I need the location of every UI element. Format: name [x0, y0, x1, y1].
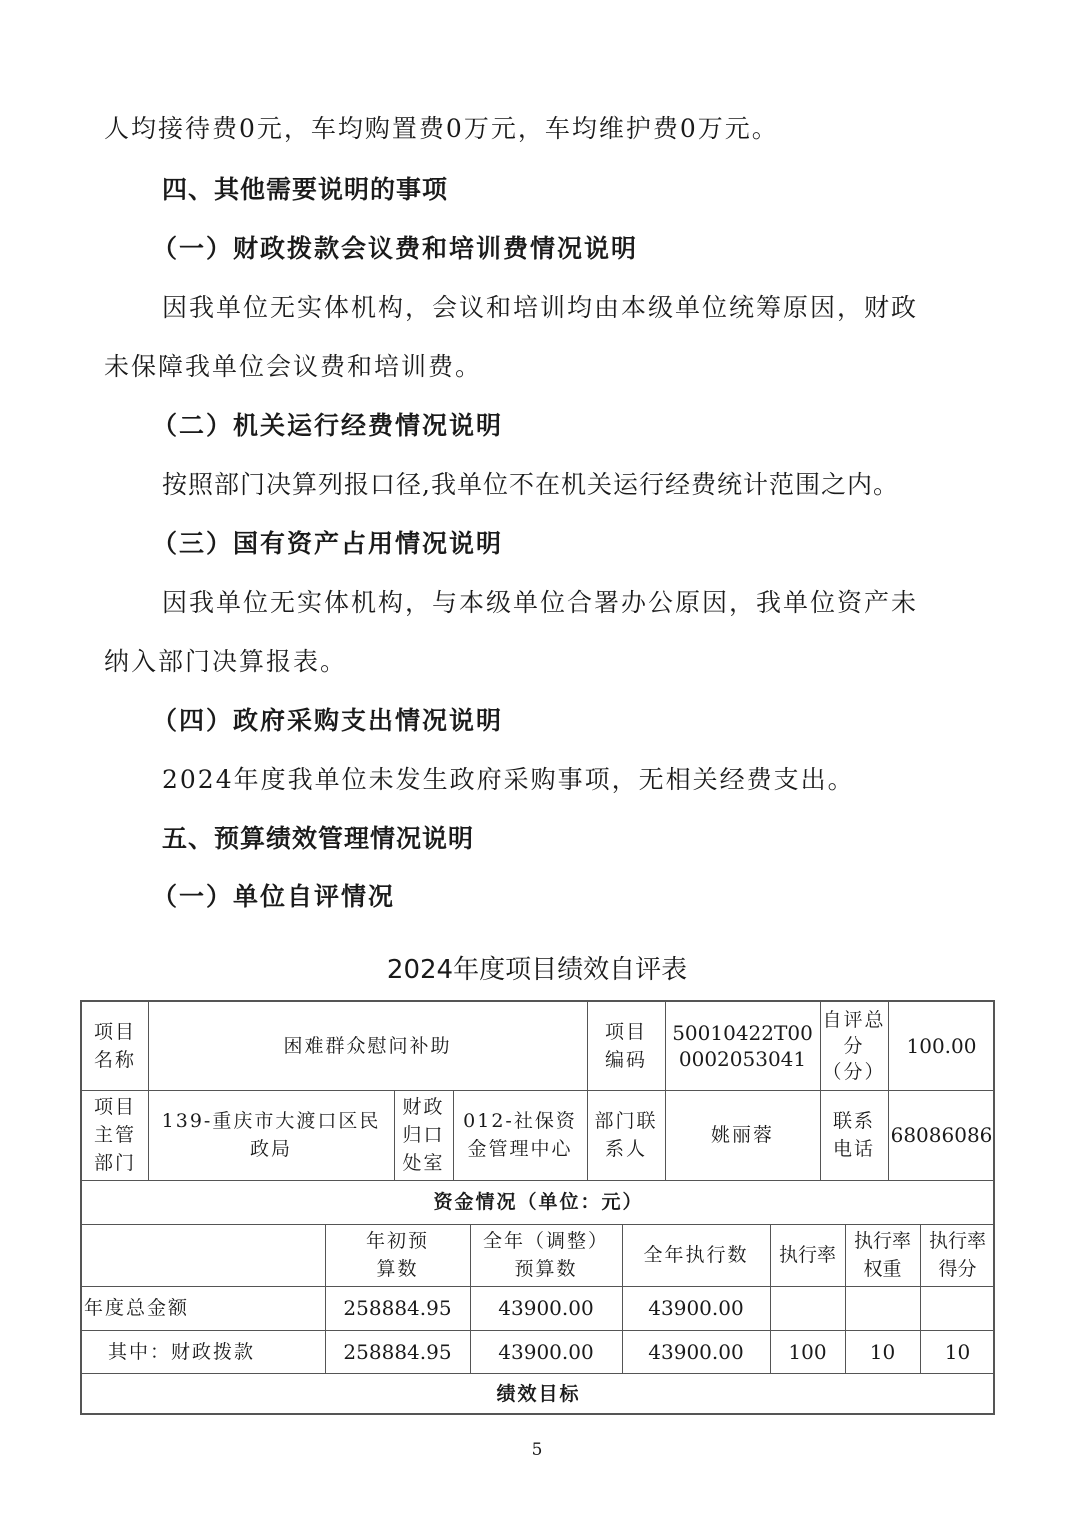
funds-col-header: 执行率权重: [853, 1230, 911, 1280]
paragraph-line: 人均接待费0元，车均购置费0万元，车均维护费0万元。: [104, 114, 779, 143]
funds-weight: 10: [869, 1339, 896, 1364]
page-number: 5: [531, 1440, 543, 1460]
funds-col-header: 全年执行数: [643, 1244, 749, 1266]
funds-weight: [845, 1286, 920, 1330]
subsection-heading: （四）政府采购支出情况说明: [152, 706, 504, 735]
funds-rate: [770, 1286, 845, 1330]
performance-table: [80, 1000, 995, 1415]
funds-row-label: 其中：财政拨款: [108, 1340, 256, 1363]
project-code-value: 50010422T000002053041: [672, 1021, 813, 1071]
funds-initial: 258884.95: [343, 1339, 452, 1364]
funds-executed: 43900.00: [648, 1339, 744, 1364]
funds-row-label: 年度总金额: [84, 1297, 190, 1319]
funds-heading: 资金情况（单位：元）: [433, 1191, 644, 1213]
finance-office-value: 012-社保资金管理中心: [463, 1110, 577, 1160]
phone-label: 联系电话: [832, 1110, 875, 1160]
section-heading: 四、其他需要说明的事项: [162, 175, 449, 204]
funds-adjusted: 43900.00: [498, 1296, 594, 1320]
funds-col-header: 年初预算数: [365, 1230, 429, 1280]
paragraph-line: 因我单位无实体机构，与本级单位合署办公原因，我单位资产未: [162, 588, 919, 617]
paragraph-line: 未保障我单位会议费和培训费。: [104, 352, 483, 381]
funds-score: 10: [944, 1339, 971, 1364]
subsection-heading: （一）财政拨款会议费和培训费情况说明: [152, 234, 639, 263]
phone-value: 68086086: [890, 1123, 993, 1147]
project-code-label: 项目编码: [604, 1021, 647, 1071]
dept-value: 139-重庆市大渡口区民政局: [161, 1110, 381, 1160]
paragraph-line: 因我单位无实体机构，会议和培训均由本级单位统筹原因，财政: [162, 293, 919, 322]
subsection-heading: （一）单位自评情况: [152, 882, 396, 911]
funds-col-header: 执行率: [778, 1244, 836, 1266]
section-heading: 五、预算绩效管理情况说明: [162, 824, 475, 853]
paragraph-line: 按照部门决算列报口径,我单位不在机关运行经费统计范围之内。: [162, 470, 899, 499]
funds-col-header: 全年（调整）预算数: [482, 1230, 609, 1280]
goals-heading: 绩效目标: [496, 1383, 581, 1405]
subsection-heading: （三）国有资产占用情况说明: [152, 529, 504, 558]
paragraph-line: 纳入部门决算报表。: [104, 647, 348, 676]
funds-col-header: [82, 1224, 325, 1286]
contact-label: 部门联系人: [594, 1110, 658, 1160]
score-value: 100.00: [906, 1034, 977, 1058]
paragraph-line: 2024年度我单位未发生政府采购事项，无相关经费支出。: [162, 765, 855, 794]
funds-score: [920, 1286, 995, 1330]
funds-col-header: 执行率得分: [928, 1230, 986, 1280]
subsection-heading: （二）机关运行经费情况说明: [152, 411, 504, 440]
project-name-value: 困难群众慰问补助: [283, 1035, 452, 1057]
score-label: 自评总分（分）: [822, 1009, 886, 1083]
dept-label: 项目主管部门: [93, 1096, 136, 1174]
contact-value: 姚丽蓉: [710, 1124, 774, 1146]
funds-adjusted: 43900.00: [498, 1339, 594, 1364]
finance-office-label: 财政归口处室: [402, 1096, 445, 1174]
funds-initial: 258884.95: [343, 1296, 452, 1320]
table-title: 2024年度项目绩效自评表: [386, 955, 688, 985]
funds-executed: 43900.00: [648, 1296, 744, 1320]
funds-rate: 100: [788, 1339, 827, 1364]
project-name-label: 项目名称: [93, 1021, 136, 1071]
